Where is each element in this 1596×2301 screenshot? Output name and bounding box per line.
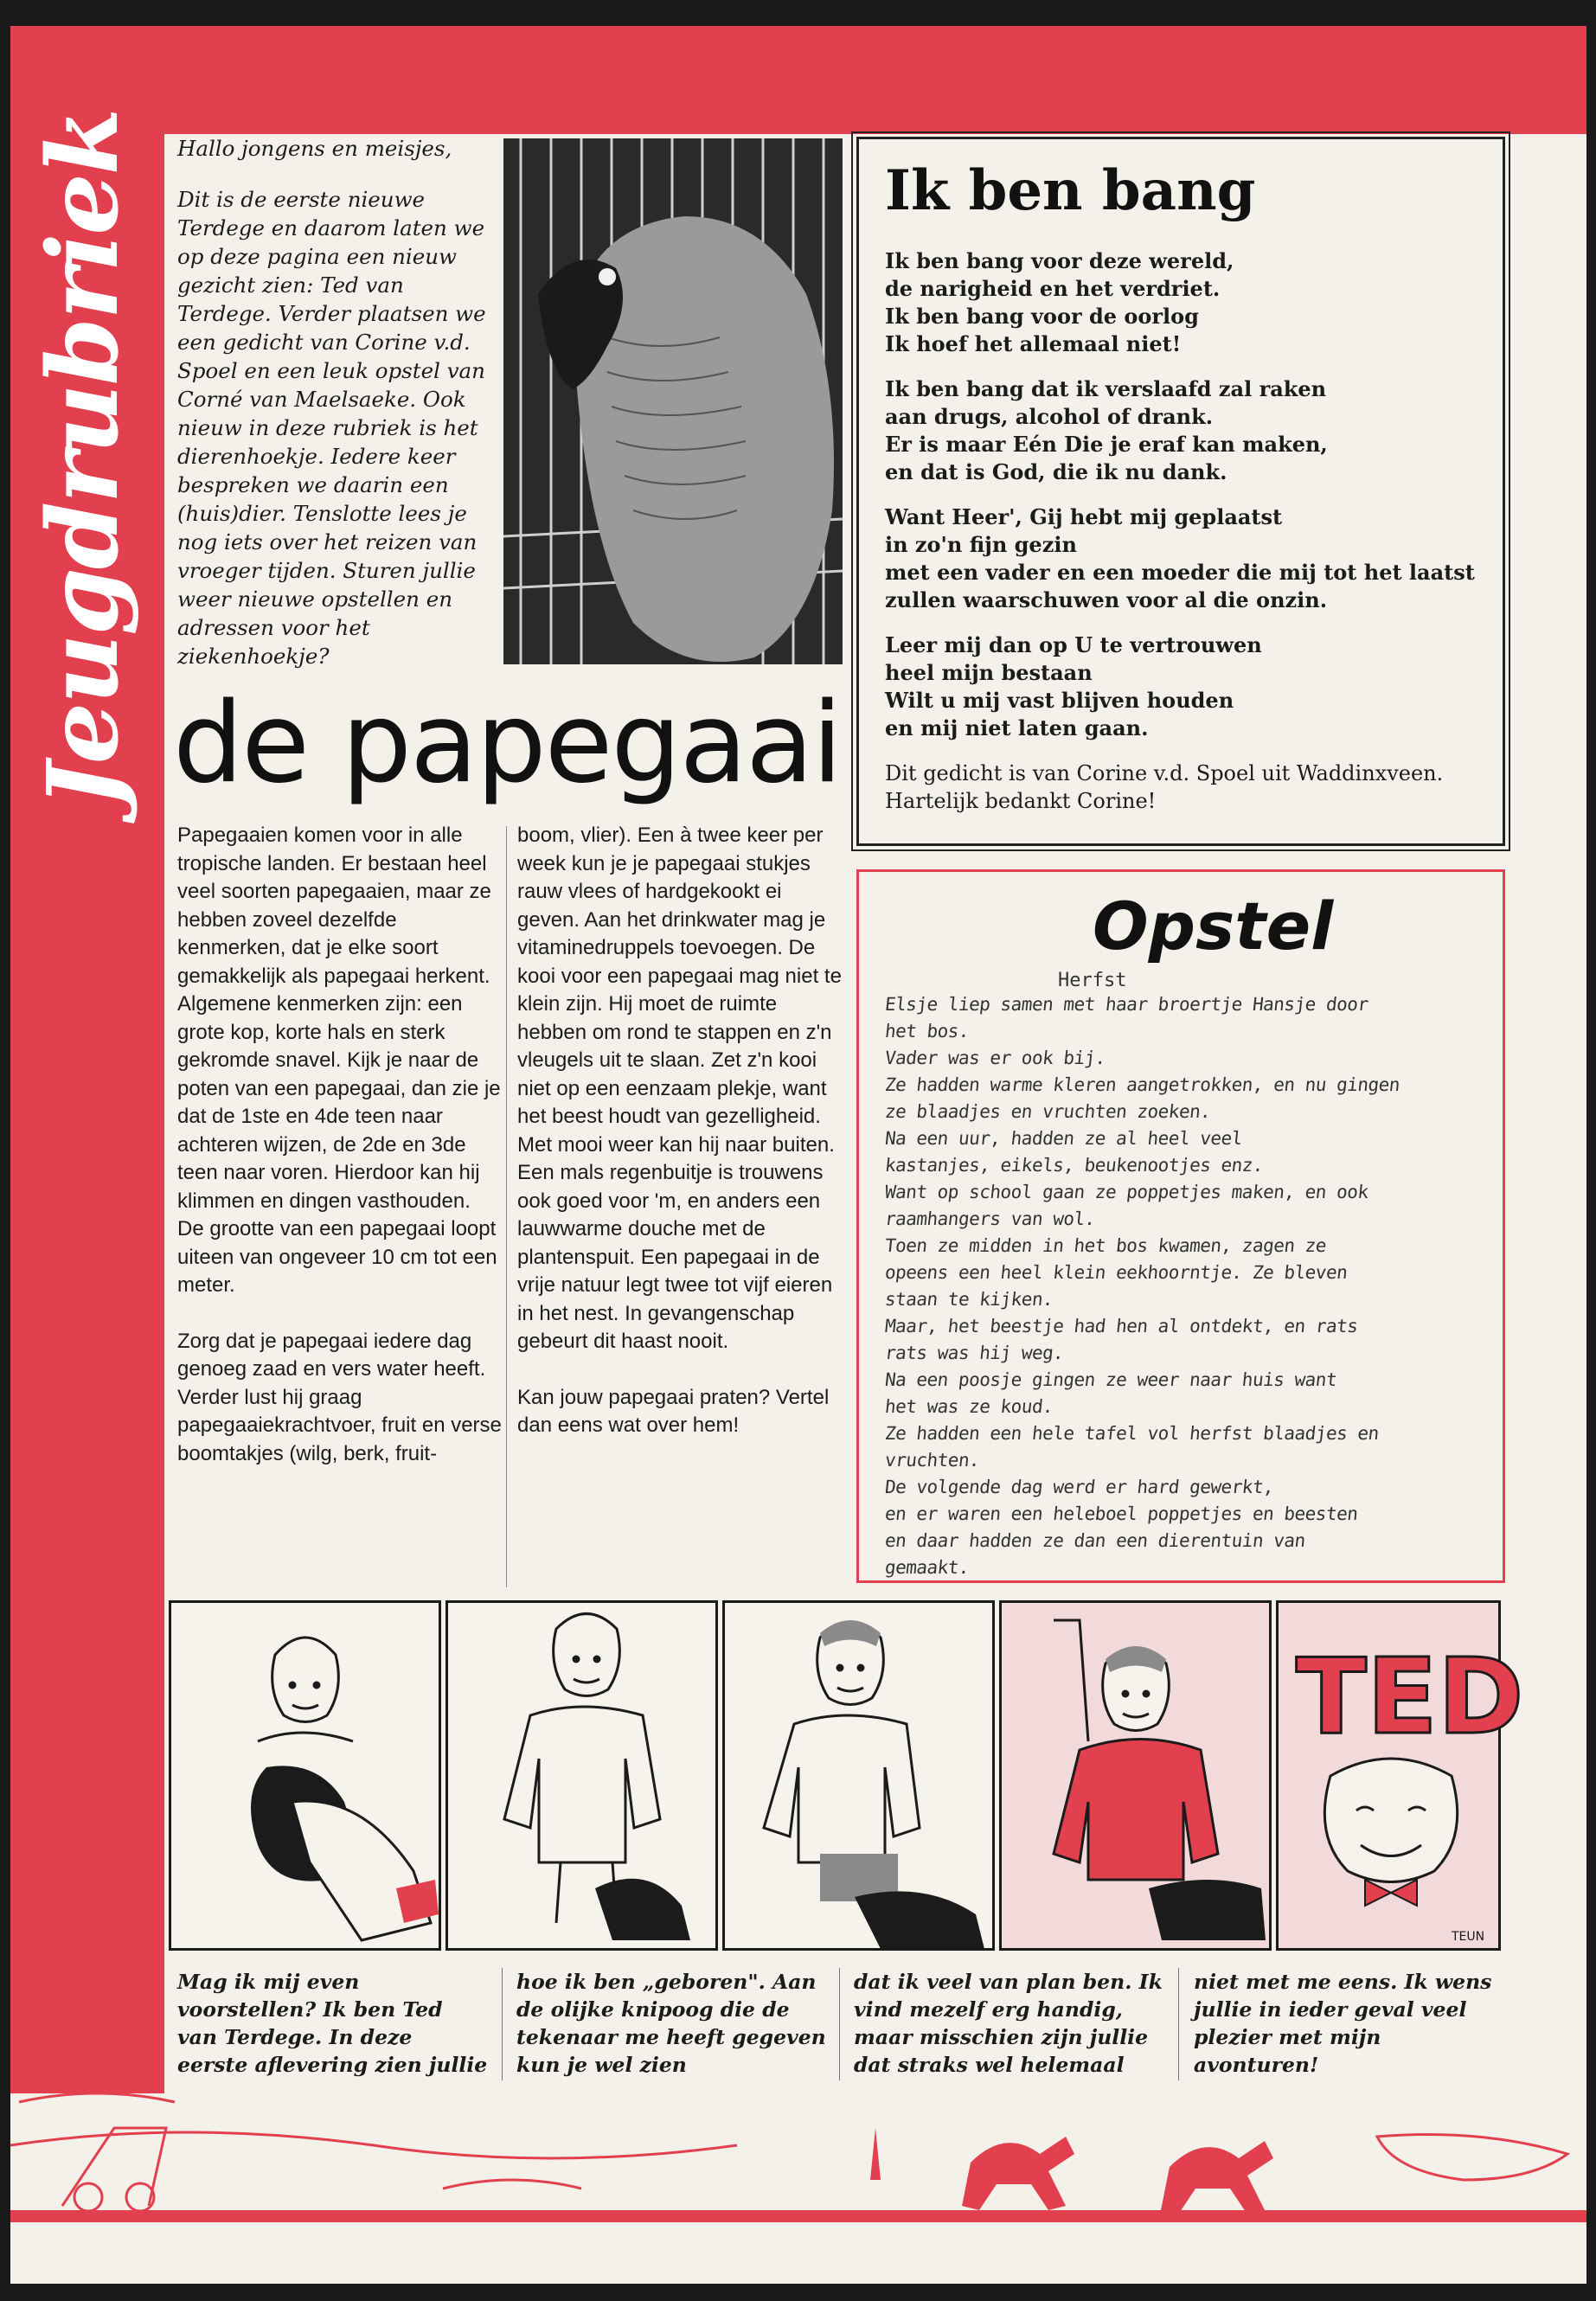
poem-line: Ik ben bang dat ik verslaafd zal raken xyxy=(885,376,1327,401)
intro-body: Dit is de eerste nieuwe Terdege en daarom laten we op deze pagina een nieuw gezicht zien: Ted van Terdege. Verder plaatsen we een gedicht van Corine v.d. Spoel en een leuk opstel van Corné van Maelsaeke. Ook nieuw in deze rubriek is het dierenhoekje. Iedere keer bespreken we daarin een (huis)dier. Tenslotte lees je nog iets over het reizen van vroeger tijden. Sturen jullie weer nieuwe opstellen en adressen voor het ziekenhoekje? xyxy=(177,187,486,669)
opstel-line: Maar, het beestje had hen al ontdekt, en rats xyxy=(883,1316,1359,1336)
poem-line: heel mijn bestaan xyxy=(885,660,1093,685)
opstel-handwritten-title: Herfst xyxy=(1058,970,1127,991)
opstel-line: Ze hadden een hele tafel vol herfst blaadjes en xyxy=(883,1423,1381,1444)
opstel-line: ze blaadjes en vruchten zoeken. xyxy=(883,1101,1212,1122)
parrot-in-cage-image xyxy=(503,138,843,664)
masthead-title: Jeugdrubriek xyxy=(27,109,141,808)
opstel-line: en daar hadden ze dan een dierentuin van xyxy=(883,1530,1307,1551)
parrot-photo xyxy=(503,138,843,664)
poem-line: Wilt u mij vast blijven houden xyxy=(885,688,1234,713)
poem-line: zullen waarschuwen voor al die onzin. xyxy=(885,587,1328,612)
opstel-line: kastanjes, eikels, beukenootjes enz. xyxy=(883,1155,1265,1176)
poem-credit-line-2: Hartelijk bedankt Corine! xyxy=(885,789,1157,813)
ted-sign-text: TED xyxy=(1296,1638,1524,1758)
opstel-line: Ze hadden warme kleren aangetrokken, en nu gingen xyxy=(883,1074,1401,1095)
caption-divider xyxy=(1178,1968,1179,2080)
caption-divider xyxy=(839,1968,840,2080)
ted-drawing-2-illustration xyxy=(448,1603,715,1948)
opstel-line: De volgende dag werd er hard gewerkt, xyxy=(883,1477,1275,1497)
poem-line: Ik ben bang voor de oorlog xyxy=(885,304,1199,329)
opstel-line: Na een poosje gingen ze weer naar huis want xyxy=(883,1369,1338,1390)
opstel-line: Toen ze midden in het bos kwamen, zagen ze xyxy=(883,1235,1328,1256)
poem-line: Ik hoef het allemaal niet! xyxy=(885,331,1182,356)
comic-caption-4: niet met me eens. Ik wens jullie in ieder geval veel plezier met mijn avonturen! xyxy=(1194,1970,1492,2077)
poem-stanza-1 xyxy=(885,247,1477,358)
opstel-line: vruchten. xyxy=(883,1450,981,1471)
opstel-box xyxy=(856,869,1505,1583)
opstel-line: raamhangers van wol. xyxy=(883,1208,1097,1229)
opstel-line: Want op school gaan ze poppetjes maken, en ook xyxy=(883,1182,1369,1202)
article-column-2 xyxy=(517,822,842,1468)
ted-face-illustration xyxy=(1279,1603,1524,1948)
poem-line: Leer mij dan op U te vertrouwen xyxy=(885,632,1262,657)
section-masthead xyxy=(19,109,149,808)
poem-credit xyxy=(885,760,1477,815)
opstel-line: Na een uur, hadden ze al heel veel xyxy=(883,1128,1244,1149)
opstel-line: rats was hij weg. xyxy=(883,1343,1065,1363)
opstel-line: en er waren een heleboel poppetjes en beesten xyxy=(883,1503,1359,1524)
opstel-line: het bos. xyxy=(883,1021,971,1042)
column-divider xyxy=(506,826,507,1587)
article-col2-paragraph-2: Kan jouw papegaai praten? Vertel dan eens wat over hem! xyxy=(517,1385,830,1437)
article-col1-paragraph-2: Zorg dat je papegaai iedere dag genoeg zaad en vers water heeft. Verder lust hij graag papegaaiekrachtvoer, fruit en verse boomtakjes (wilg, berk, fruit- xyxy=(177,1329,502,1465)
poem-line: en mij niet laten gaan. xyxy=(885,715,1149,740)
comic-caption-2: hoe ik ben „geboren". Aan de olijke knipoog die de tekenaar me heeft gegeven kun je wel zien xyxy=(516,1970,826,2077)
opstel-line: gemaakt. xyxy=(883,1557,971,1578)
poem-line: met een vader en een moeder die mij tot het laatst xyxy=(885,560,1475,585)
artist-signature: TEUN xyxy=(1452,1930,1485,1944)
opstel-line: Elsje liep samen met haar broertje Hansje door xyxy=(883,994,1369,1015)
poem-line: Er is maar Eén Die je eraf kan maken, xyxy=(885,432,1328,457)
poem-line: aan drugs, alcohol of drank. xyxy=(885,404,1214,429)
poem-line: in zo'n fijn gezin xyxy=(885,532,1077,557)
poem-line: Ik ben bang voor deze wereld, xyxy=(885,248,1234,273)
opstel-handwritten-text xyxy=(885,991,1477,1581)
comic-panel-4 xyxy=(999,1600,1272,1951)
poem-box xyxy=(856,137,1505,846)
poem-line: Want Heer', Gij hebt mij geplaatst xyxy=(885,504,1283,529)
poem-title: Ik ben bang xyxy=(885,158,1256,223)
ted-drawing-1-illustration xyxy=(171,1603,439,1948)
article-col2-paragraph-1: boom, vlier). Een à twee keer per week kun je je papegaai stukjes rauw vlees of hardgekookt ei geven. Aan het drinkwater mag je vitaminedruppels toevoegen. De kooi voor een papegaai mag niet te klein zijn. Hij moet de ruimte hebben om rond te stappen en z'n vleugels uit te slaan. Zet z'n kooi niet op een eenzaam plekje, want het beest houdt van gezelligheid. Met mooi weer kan hij naar buiten. Een mals regenbuitje is trouwens ook goed voor 'm, en anders een lauwwarme douche met de plantenspuit. Een papegaai in de vrije natuur legt twee tot vijf eieren in het nest. In gevangenschap gebeurt dit haast nooit. xyxy=(517,824,842,1353)
intro-greeting: Hallo jongens en meisjes, xyxy=(177,136,452,161)
article-title: de papegaai xyxy=(173,679,842,808)
opstel-line: opeens een heel klein eekhoorntje. Ze bleven xyxy=(883,1262,1349,1283)
bottom-decoration-illustration xyxy=(10,2093,1586,2214)
ted-drawing-4-illustration xyxy=(1002,1603,1269,1948)
top-red-band xyxy=(10,26,1586,134)
comic-caption-3: dat ik veel van plan ben. Ik vind mezelf erg handig, maar misschien zijn jullie dat straks wel helemaal xyxy=(854,1970,1163,2077)
poem-line: en dat is God, die ik nu dank. xyxy=(885,459,1227,484)
ted-drawing-3-illustration xyxy=(725,1603,992,1948)
comic-panel-5 xyxy=(1276,1600,1524,1951)
opstel-title: Opstel xyxy=(1093,888,1334,965)
poem-stanza-3 xyxy=(885,503,1477,614)
article-col1-paragraph-1: Papegaaien komen voor in alle tropische landen. Er bestaan heel veel soorten papegaaien, maar ze hebben zoveel dezelfde kenmerken, dat je elke soort gemakkelijk als papegaai herkent. Algemene kenmerken zijn: een grote kop, korte hals en sterk gekromde snavel. Kijk je naar de poten van een papegaai, dan zie je dat de 1ste en 4de teen naar achteren wijzen, de 2de en 3de teen naar voren. Hierdoor kan hij klimmen en dingen vasthouden. De grootte van een papegaai loopt uiteen van ongeveer 10 cm tot een meter. xyxy=(177,824,501,1297)
poem-stanza-4 xyxy=(885,631,1477,742)
comic-panel-3 xyxy=(722,1600,995,1951)
intro-letter xyxy=(177,134,497,693)
comic-caption-1: Mag ik mij even voorstellen? Ik ben Ted van Terdege. In deze eerste aflevering zien jullie xyxy=(177,1970,488,2077)
comic-strip xyxy=(169,1600,1524,1955)
bottom-red-strip xyxy=(10,2210,1586,2222)
caption-divider xyxy=(502,1968,503,2080)
margin-doodles-illustration xyxy=(10,1168,175,2189)
opstel-line: staan te kijken. xyxy=(883,1289,1054,1310)
opstel-line: Vader was er ook bij. xyxy=(883,1048,1107,1068)
poem-credit-line-1: Dit gedicht is van Corine v.d. Spoel uit Waddinxveen. xyxy=(885,761,1444,785)
opstel-line: het was ze koud. xyxy=(883,1396,1054,1417)
article-column-1 xyxy=(177,822,502,1496)
poem-stanza-2 xyxy=(885,375,1477,486)
comic-panel-2 xyxy=(445,1600,718,1951)
poem-line: de narigheid en het verdriet. xyxy=(885,276,1221,301)
comic-panel-1 xyxy=(169,1600,441,1951)
